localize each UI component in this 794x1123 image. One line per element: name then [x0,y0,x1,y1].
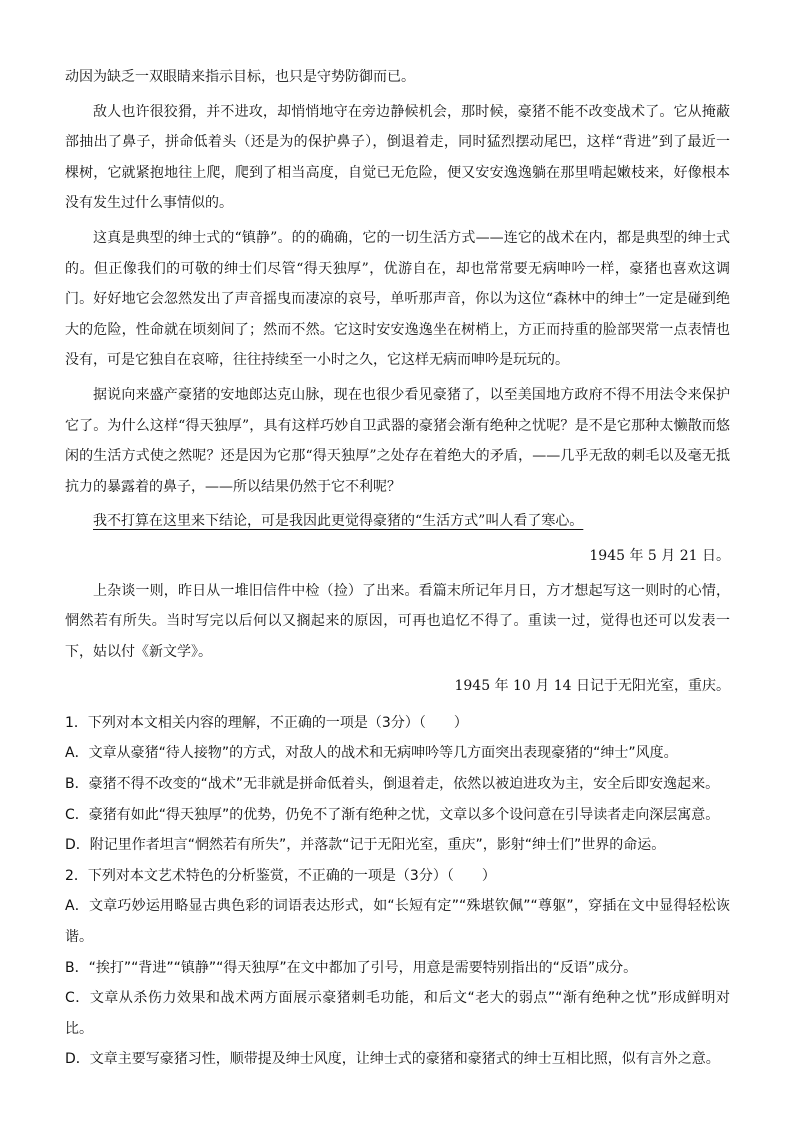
option-a: A．文章从豪猪“待人接物”的方式，对敌人的战术和无病呻吟等几方面突出表现豪猪的“绅士”风度。 [65,745,678,762]
paragraph: 动因为缺乏一双眼睛来指示目标，也只是守势防御而已。 [65,69,415,85]
article-body [65,62,730,1075]
option-b: B．豪猪不得不改变的“战术”无非就是拼命低着头，倒退着走，依然以被迫进攻为主，安全后即安逸起来。 [65,776,720,793]
question-stem: 1．下列对本文相关内容的理解，不正确的一项是（3分）（ ） [65,714,468,731]
option-a: A．文章巧妙运用略显古典色彩的词语表达形式，如“长短有定”“殊堪钦佩”“尊躯”，穿插在文中显得轻松诙谐。 [65,898,730,946]
option-c: C．豪猪有如此“得天独厚”的优势，仍免不了渐有绝种之忧，文章以多个设问意在引导读者走向深层寓意。 [65,806,720,823]
date-line: 1945 年 5 月 21 日。 [589,547,730,564]
question-stem: 2．下列对本文艺术特色的分析鉴赏，不正确的一项是（3分）（ ） [65,867,496,884]
underlined-sentence [65,506,730,537]
option-c: C．文章从杀伤力效果和战术两方面展示豪猪刺毛功能，和后文“老大的弱点”“渐有绝种之忧”形成鲜明对比。 [65,990,730,1037]
option-d: D．文章主要写豪猪习性，顺带提及绅士风度，让绅士式的豪猪和豪猪式的绅士互相比照，似有言外之意。 [65,1051,720,1068]
option-b: B．“挨打”“背进”“镇静”“得天独厚”在文中都加了引号，用意是需要特别指出的“反语”成分。 [65,959,638,976]
signature-line: 1945 年 10 月 14 日记于无阳光室，重庆。 [454,678,730,695]
paragraph: 这真是典型的绅士式的“镇静”。的的确确，它的一切生活方式——连它的战术在内，都是典型的绅士式的。但正像我们的可敬的绅士们尽管“得天独厚”，优游自在，却也常常要无病呻吟一样，豪猪也喜欢这调门。好好地它会忽然发出了声音摇曳而凄凉的哀号，单听那声音，你以为这位“森林中的绅士”一定是碰到绝大的危险，性命就在顷刻间了；然而不然。它这时安安逸逸坐在树梢上，方正而持重的脸部哭常一点表情也没有，可是它独自在哀啼，往往持续至一小时之久，它这样无病而呻吟是玩玩的。 [65,229,730,369]
option-d: D．附记里作者坦言“惘然若有所失”，并落款“记于无阳光室，重庆”，影射“绅士们”世界的命运。 [65,837,666,854]
paragraph: 敌人也许很狡猾，并不进攻，却悄悄地守在旁边静候机会，那时候，豪猪不能不改变战术了。它从掩蔽部抽出了鼻子，拼命低着头（还是为的保护鼻子），倒退着走，同时猛烈摆动尾巴，这样“背进”到了最近一棵树，它就紧抱地往上爬，爬到了相当高度，自觉已无危险，便又安安逸逸躺在那里啃起嫩枝来，好像根本没有发生过什么事情似的。 [65,103,730,212]
underlined-text: 我不打算在这里来下结论，可是我因此更觉得豪猪的“生活方式”叫人看了寒心。 [93,513,584,530]
paragraph: 据说向来盛产豪猪的安地郎达克山脉，现在也很少看见豪猪了，以至美国地方政府不得不用法令来保护它了。为什么这样“得天独厚”，具有这样巧妙自卫武器的豪猪会渐有绝种之忧呢？是不是它那种太懒散而悠闲的生活方式使之然呢？还是因为它那“得天独厚”之处存在着绝大的矛盾，——几乎无敌的刺毛以及毫无抵抗力的暴露着的鼻子，——所以结果仍然于它不利呢？ [65,386,730,495]
paragraph: 上杂谈一则，昨日从一堆旧信件中检（捡）了出来。看篇末所记年月日，方才想起写这一则时的心情，惘然若有所失。当时写完以后何以又搁起来的原因，可再也追忆不得了。重读一过，觉得也还可以发表一下，姑以付《新文学》。 [65,582,730,660]
